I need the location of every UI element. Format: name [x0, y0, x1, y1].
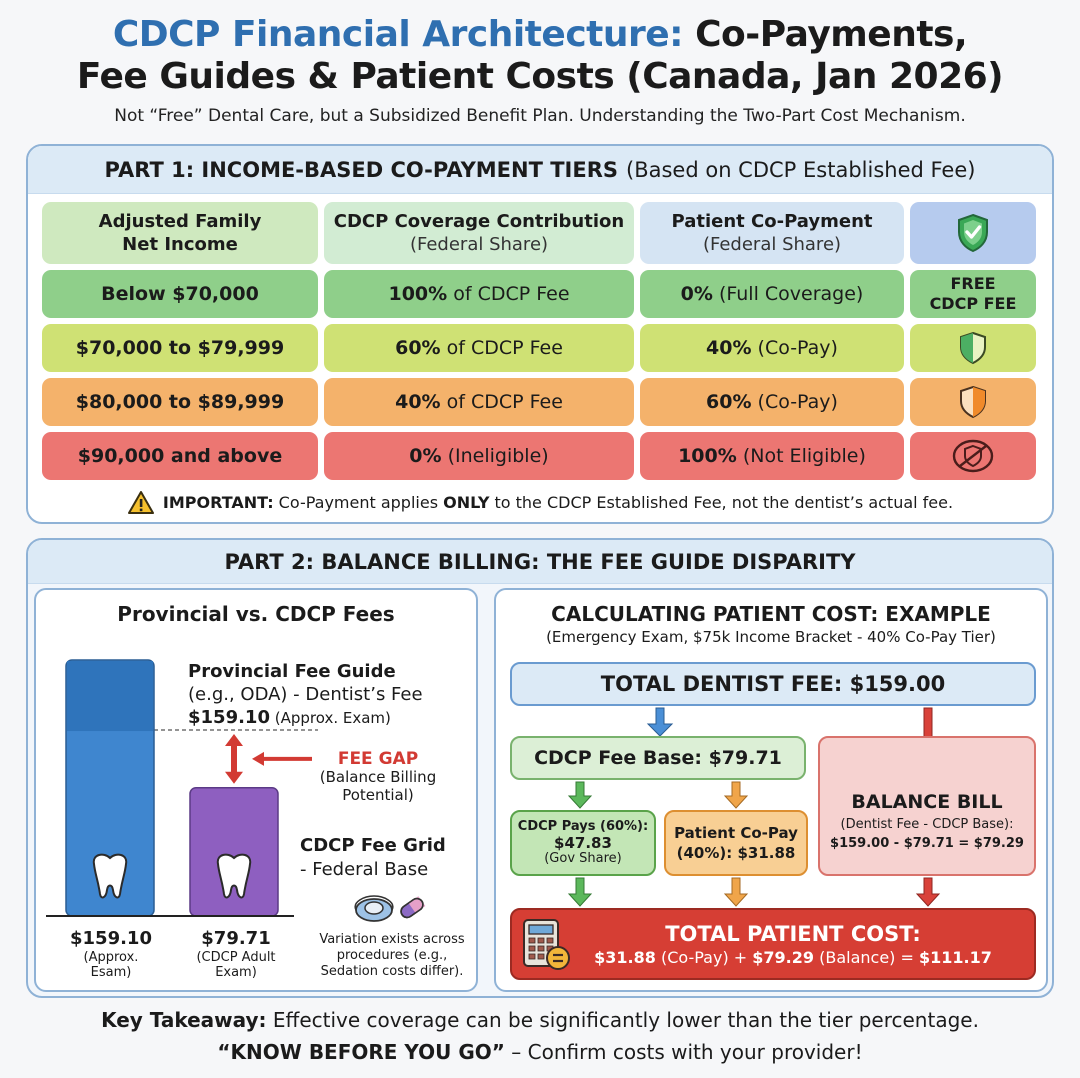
- cdcp-pays-note: (Gov Share): [544, 851, 622, 866]
- variation-line: procedures (e.g.,: [336, 948, 448, 963]
- arrow-shape: [252, 752, 312, 766]
- fee-comparison-title: Provincial vs. CDCP Fees: [117, 602, 395, 626]
- provincial-fee-guide-label: [188, 660, 478, 730]
- coverage-text: of CDCP Fee: [440, 390, 563, 413]
- cdcp-fee-base: CDCP Fee Base: $79.71: [534, 747, 782, 769]
- balance-bill-formula: (Dentist Fee - CDCP Base):: [840, 817, 1014, 832]
- free-badge: [910, 270, 1036, 318]
- fee-gap-line: Potential): [342, 786, 414, 804]
- part2-title: PART 2: BALANCE BILLING: THE FEE GUIDE DISPARITY: [224, 549, 856, 574]
- tier-row-3-copay: [640, 378, 904, 426]
- cdcp-pays-label: CDCP Pays (60%):: [517, 819, 649, 834]
- key-takeaway-text: Effective coverage can be significantly lower than the tier percentage.: [266, 1008, 979, 1032]
- column-header-sub: (Federal Share): [702, 234, 842, 255]
- shield-half-green-icon: [958, 331, 988, 365]
- bar-2-value-label: [176, 928, 296, 980]
- know-before-you-go-label: “KNOW BEFORE YOU GO”: [217, 1040, 505, 1064]
- cdcp-fee-grid-label: [300, 834, 476, 882]
- tier-row-4-income: $90,000 and above: [42, 432, 318, 480]
- copay-amount: (40%): $31.88: [676, 844, 796, 862]
- tier-row-4-icon-cell: [910, 432, 1036, 480]
- copay-amount-value: $31.88: [594, 947, 656, 967]
- arrow-shape: [225, 734, 243, 784]
- tier-row-2-income: $70,000 to $79,999: [42, 324, 318, 372]
- title-part: Co-Payments,: [695, 14, 968, 55]
- part1-panel: [26, 144, 1054, 524]
- fee-comparison-panel: [34, 588, 478, 992]
- coverage-percent: 60%: [395, 336, 441, 359]
- tier-row-2-copay: [640, 324, 904, 372]
- fee-gap-label: [308, 750, 448, 804]
- column-header-line: Adjusted Family: [98, 211, 262, 232]
- copay-label: Patient Co-Pay: [674, 824, 798, 842]
- bar-value: $79.71: [201, 928, 271, 949]
- copay-text: (Not Eligible): [736, 444, 866, 467]
- cdcp-fee-base-box: [510, 736, 806, 780]
- total-dentist-fee-box: [510, 662, 1036, 706]
- balance-bill-calc: $159.00 - $79.71 = $79.29: [830, 836, 1024, 851]
- title-highlight: CDCP Financial Architecture:: [112, 14, 684, 55]
- coverage-percent: 100%: [388, 282, 448, 305]
- know-before-you-go-text: – Confirm costs with your provider!: [504, 1040, 863, 1064]
- coverage-text: (Ineligible): [441, 444, 549, 467]
- variation-line: Variation exists across: [319, 932, 465, 947]
- balance-amount-value: $79.29: [752, 947, 815, 967]
- arrow-down-icon: [917, 878, 939, 906]
- prohibited-icon: [951, 438, 995, 474]
- coverage-percent: 40%: [395, 390, 441, 413]
- part1-header: [28, 146, 1052, 194]
- bar-1-value-label: [56, 928, 166, 980]
- provincial-note: (Approx. Exam): [269, 709, 391, 727]
- bar-note: (CDCP Adult: [196, 950, 276, 965]
- part1-title: PART 1: INCOME-BASED CO-PAYMENT TIERS: [104, 157, 619, 182]
- tier-row-1-coverage: [324, 270, 634, 318]
- column-header-sub: (Federal Share): [409, 234, 549, 255]
- important-note: [28, 488, 1052, 516]
- coverage-text: of CDCP Fee: [447, 282, 570, 305]
- total-cost-value: $111.17: [918, 947, 992, 967]
- calculator-icon: [522, 918, 570, 972]
- coverage-percent: 0%: [409, 444, 442, 467]
- balance-bill-box: [818, 736, 1036, 876]
- tier-row-1-copay: [640, 270, 904, 318]
- cdcp-grid-title: CDCP Fee Grid: [300, 835, 446, 856]
- column-header-icon: [910, 202, 1036, 264]
- shield-half-orange-icon: [958, 385, 988, 419]
- provincial-title: Provincial Fee Guide: [188, 661, 396, 682]
- important-emphasis: ONLY: [443, 492, 490, 512]
- formula-text: (Balance) =: [814, 947, 919, 967]
- warning-icon: [127, 490, 155, 515]
- copay-text: (Co-Pay): [751, 390, 838, 413]
- bar-note: Exam): [215, 965, 257, 980]
- variation-note: [302, 932, 482, 980]
- example-title: CALCULATING PATIENT COST: EXAMPLE: [551, 602, 991, 626]
- copay-percent: 40%: [706, 336, 752, 359]
- title-line-2: Fee Guides & Patient Costs (Canada, Jan 2026): [76, 56, 1004, 97]
- tier-row-2-icon-cell: [910, 324, 1036, 372]
- badge-line: FREE: [950, 274, 996, 293]
- fee-gap-line: (Balance Billing: [319, 768, 437, 786]
- important-text: Co-Payment applies: [273, 492, 444, 512]
- part2-panel: [26, 538, 1054, 998]
- sedation-mask-pill-icon: [350, 890, 430, 926]
- cdcp-pays-amount: $47.83: [554, 834, 612, 852]
- column-header-line: Patient Co-Payment: [671, 211, 873, 232]
- bar-note: Esam): [90, 965, 132, 980]
- variation-line: Sedation costs differ).: [320, 964, 464, 979]
- copay-text: (Co-Pay): [751, 336, 838, 359]
- shield-check-icon: [956, 213, 990, 253]
- tier-row-1-income: Below $70,000: [42, 270, 318, 318]
- copay-text: (Full Coverage): [712, 282, 864, 305]
- column-header-copay: [640, 202, 904, 264]
- copay-percent: 100%: [678, 444, 737, 467]
- balance-bill-title: BALANCE BILL: [851, 791, 1003, 813]
- tier-row-2-coverage: [324, 324, 634, 372]
- important-label: IMPORTANT:: [162, 492, 274, 512]
- fee-gap-arrow-icon: [225, 734, 312, 784]
- patient-cost-example-panel: [494, 588, 1048, 992]
- tier-row-3-coverage: [324, 378, 634, 426]
- column-header-coverage: [324, 202, 634, 264]
- cdcp-grid-line: - Federal Base: [300, 859, 429, 880]
- patient-copay-box: [664, 810, 808, 876]
- important-text: to the CDCP Established Fee, not the dentist’s actual fee.: [489, 492, 954, 512]
- total-dentist-fee: TOTAL DENTIST FEE: $159.00: [600, 672, 946, 696]
- arrow-down-icon: [648, 708, 672, 736]
- copay-percent: 60%: [706, 390, 752, 413]
- total-patient-cost-box: [510, 908, 1036, 980]
- tier-row-4-coverage: [324, 432, 634, 480]
- column-header-income: [42, 202, 318, 264]
- tier-row-3-income: $80,000 to $89,999: [42, 378, 318, 426]
- badge-line: CDCP FEE: [929, 294, 1017, 313]
- total-patient-cost-formula: [594, 948, 992, 967]
- coverage-text: of CDCP Fee: [440, 336, 563, 359]
- page-title: [0, 14, 1080, 98]
- provincial-amount: $159.10: [188, 707, 270, 728]
- key-takeaway-label: Key Takeaway:: [101, 1008, 267, 1032]
- arrow-down-icon: [569, 782, 591, 808]
- part1-title-note: (Based on CDCP Established Fee): [626, 157, 976, 182]
- part2-header: [28, 540, 1052, 584]
- bar-note: (Approx.: [83, 950, 139, 965]
- arrow-down-icon: [725, 878, 747, 906]
- provincial-line: (e.g., ODA) - Dentist’s Fee: [188, 684, 423, 705]
- tier-row-4-copay: [640, 432, 904, 480]
- key-takeaway: [0, 1008, 1080, 1032]
- cdcp-pays-box: [510, 810, 656, 876]
- arrow-down-icon: [569, 878, 591, 906]
- formula-text: (Co-Pay) +: [655, 947, 753, 967]
- page-subtitle: Not “Free” Dental Care, but a Subsidized Benefit Plan. Understanding the Two-Part Cost Mechanism.: [114, 106, 966, 126]
- know-before-you-go: [0, 1040, 1080, 1064]
- copay-percent: 0%: [680, 282, 713, 305]
- column-header-line: CDCP Coverage Contribution: [333, 211, 625, 232]
- fee-gap-title: FEE GAP: [337, 749, 419, 769]
- column-header-line: Net Income: [122, 234, 238, 255]
- example-subtitle: (Emergency Exam, $75k Income Bracket - 40% Co-Pay Tier): [546, 628, 996, 646]
- cdcp-fee-bar: [190, 788, 278, 916]
- tier-row-3-icon-cell: [910, 378, 1036, 426]
- bar-value: $159.10: [70, 928, 152, 949]
- arrow-down-icon: [725, 782, 747, 808]
- provincial-fee-bar-excess: [67, 661, 153, 731]
- total-patient-cost-title: TOTAL PATIENT COST:: [665, 921, 921, 946]
